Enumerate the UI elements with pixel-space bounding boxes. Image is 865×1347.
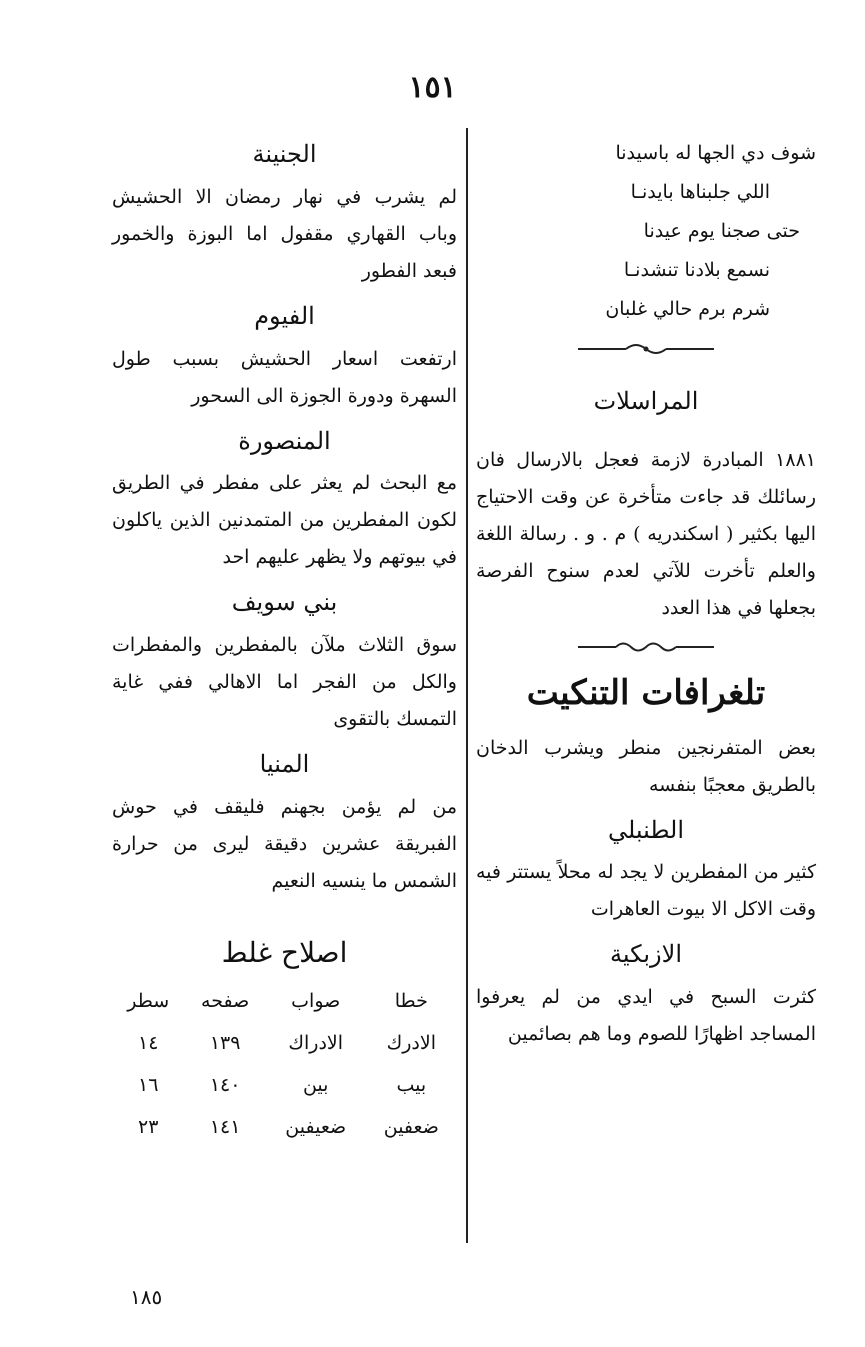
poem-line: شرم برم حالي غلبان: [605, 298, 770, 320]
correspondence-title: المراسلات: [593, 387, 699, 415]
errata-header: صواب: [291, 989, 341, 1012]
errata-header: خطا: [394, 989, 428, 1012]
poem-line: حتى صجنا يوم عيدنا: [643, 220, 800, 242]
telegrams-intro: بعض المتفرنجين منطر ويشرب الدخان بالطريق معجبًا بنفسه: [476, 736, 816, 796]
section-title-tanbali: الطنبلي: [607, 815, 685, 844]
poem: [476, 134, 816, 329]
errata-cell: ١٦: [138, 1073, 159, 1096]
table-row: [112, 1022, 457, 1064]
section-title-mansoura: المنصورة: [238, 426, 331, 455]
errata-cell: ١٤١: [209, 1115, 241, 1138]
footer-number: ١٨٥: [130, 1285, 163, 1309]
errata-cell: الادرك: [386, 1031, 436, 1054]
section-text-fayoum: ارتفعت اسعار الحشيش بسبب طول السهرة ودورة الجوزة الى السحور: [112, 347, 457, 407]
section-text-tanbali: كثير من المفطرين لا يجد له محلاً يستتر فيه وقت الاكل الا بيوت العاهرات: [476, 861, 816, 921]
errata-header-row: [112, 980, 457, 1022]
section-text-azbakiya: كثرت السبح في ايدي من لم يعرفوا المساجد اظهارًا للصوم وما هم بصائمين: [476, 986, 816, 1046]
errata-header: سطر: [127, 989, 170, 1012]
section-title-junayna: الجنينة: [252, 140, 317, 168]
correspondence-text: ١٨٨١ المبادرة لازمة فعجل بالارسال فان رسائلك قد جاءت متأخرة عن وقت الاحتياج اليها بكثير ( اسكندريه ) م . و . رسالة اللغة والعلم تأخرت للآتي لعدم سنوح الفرصة بجعلها في هذا العدد: [476, 448, 816, 619]
ornament-divider-icon: [576, 639, 716, 655]
errata-table: [112, 980, 457, 1148]
errata-cell: ضعيفين: [285, 1115, 347, 1138]
table-row: [112, 1064, 457, 1106]
column-divider: [466, 128, 468, 1243]
telegrams-title: تلغرافات التنكيت: [526, 672, 766, 713]
poem-line: شوف دي الجها له باسيدنا: [615, 142, 816, 164]
table-row: [112, 1106, 457, 1148]
ornament-divider-icon: [576, 341, 716, 357]
errata-cell: ١٤٠: [209, 1073, 241, 1096]
errata-cell: الادراك: [288, 1031, 344, 1054]
section-text-mansoura: مع البحث لم يعثر على مفطر في الطريق لكون المفطرين من المتمدنين الذين ياكلون في بيوتهم ولا يظهر عليهم احد: [112, 472, 457, 569]
errata-cell: ٢٣: [138, 1115, 159, 1138]
section-text-beni-suef: سوق الثلاث ملآن بالمفطرين والمفطرات والكل من الفجر اما الاهالي ففي غاية التمسك بالتقوى: [112, 634, 457, 731]
poem-line: نسمع بلادنا تنشدنـا: [623, 259, 770, 281]
errata-cell: بيب: [396, 1073, 427, 1096]
errata-cell: ضعفين: [383, 1115, 439, 1138]
errata-header: صفحه: [201, 989, 250, 1012]
poem-line: اللي جلبناها بايدنـا: [630, 181, 770, 203]
errata-cell: بين: [302, 1073, 329, 1096]
section-text-minya: من لم يؤمن بجهنم فليقف في حوش الفبريقة عشرين دقيقة ليرى من حرارة الشمس ما ينسيه النعيم: [112, 795, 457, 892]
section-title-fayoum: الفيوم: [254, 301, 315, 330]
section-title-azbakiya: الازبكية: [610, 940, 682, 969]
section-text-junayna: لم يشرب في نهار رمضان الا الحشيش وباب القهاري مقفول اما البوزة والخمور فبعد الفطور: [112, 185, 457, 282]
section-title-beni-suef: بني سويف: [231, 588, 338, 617]
errata-title: اصلاح غلط: [221, 935, 348, 969]
right-column: [476, 128, 816, 1059]
errata-cell: ١٣٩: [209, 1031, 241, 1054]
section-title-minya: المنيا: [259, 750, 310, 779]
errata-cell: ١٤: [138, 1031, 159, 1054]
left-column: [112, 128, 457, 1148]
page-number: ١٥١: [408, 70, 457, 105]
